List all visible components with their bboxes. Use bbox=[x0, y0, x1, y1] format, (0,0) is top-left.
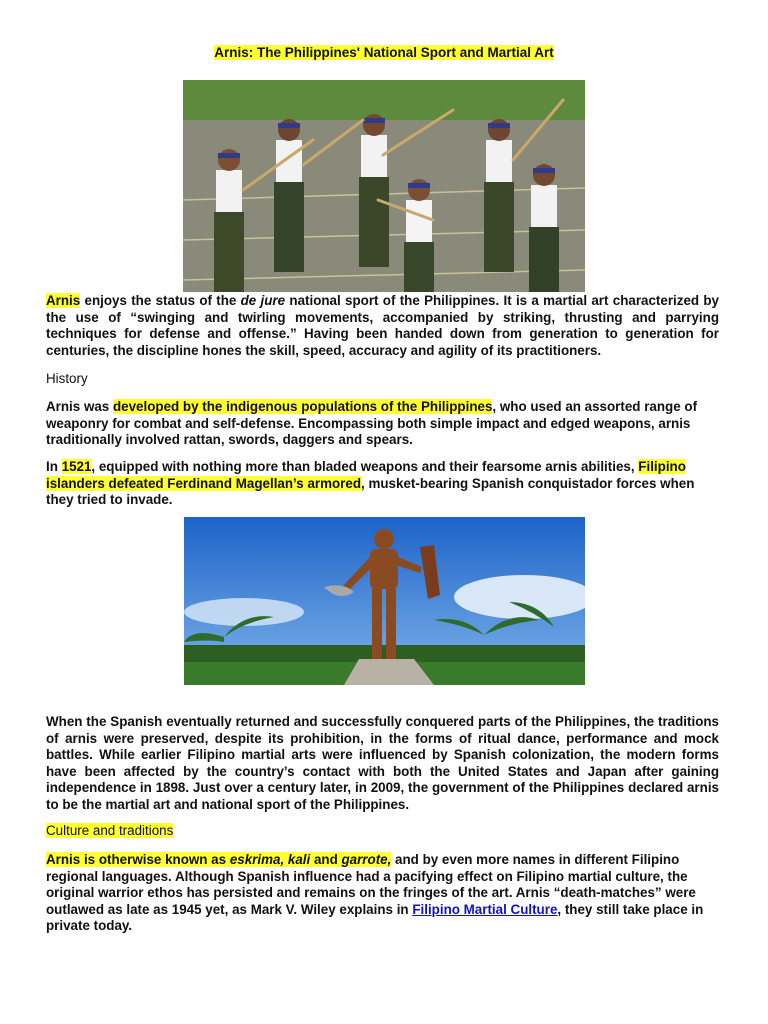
history-p2-highlight-magellan: Filipino islanders defeated Ferdinand Magellan’s armored bbox=[46, 459, 686, 491]
history-p1-highlight: developed by the indigenous populations of the Philippines bbox=[112, 399, 493, 414]
culture-text-2: , they still take place in private today. bbox=[46, 901, 704, 934]
history-p2-text-3: , musket-bearing Spanish conquistador forces when they tried to invade. bbox=[46, 475, 695, 508]
history-p2-highlight-year: 1521 bbox=[61, 459, 92, 474]
culture-heading bbox=[46, 823, 173, 839]
intro-text-1: enjoys the status of the bbox=[80, 293, 241, 308]
title-highlight: Arnis: The Philippines' National Sport and Martial Art bbox=[214, 45, 554, 60]
history-heading: History bbox=[46, 371, 88, 386]
culture-hl-italic-2: garrote, bbox=[341, 852, 392, 867]
page-title bbox=[0, 45, 768, 60]
intro-text-2: national sport of the Philippines. It is a martial art characterized by the use of “swinging and twirling movements, accompanied by striking, thrusting and parrying techniques for defense and offense.” Having been handed down from generation to generation for centuries, the discipline hones the skill, speed, accuracy and agility of its practitioners. bbox=[46, 293, 720, 358]
history-paragraph-1 bbox=[46, 399, 719, 449]
filipino-martial-culture-link[interactable]: Filipino Martial Culture bbox=[412, 901, 558, 917]
culture-paragraph bbox=[46, 852, 719, 935]
history-p1-text-1: Arnis was bbox=[46, 399, 113, 414]
intro-paragraph bbox=[46, 293, 719, 359]
intro-italic: de jure bbox=[240, 293, 286, 308]
arnis-practitioners-photo bbox=[183, 80, 585, 292]
history-p1-text-2: , who used an assorted range of weaponry for combat and self-defense. Encompassing both simple impact and edged weapons, arnis traditionally involved rattan, swords, daggers and spears. bbox=[46, 399, 698, 448]
culture-highlight bbox=[46, 852, 391, 867]
culture-text-1: and by even more names in different Filipino regional languages. Although Spanish influence had a pacifying effect on Filipino martial culture, the original warrior ethos has persisted and remains on the fringes of the art. Arnis “death-matches” were outlawed as late as 1945 yet, as Mark V. Wiley explains in bbox=[46, 852, 696, 917]
history-paragraph-3: When the Spanish eventually returned and successfully conquered parts of the Philippines, the traditions of arnis were preserved, despite its prohibition, in the forms of ritual dance, performance and mock battles. While earlier Filipino martial arts were influenced by Spanish colonization, the modern forms have been affected by the country’s contact with both the United States and Japan after gaining independence in 1898. Just over a century later, in 2009, the government of the Philippines declared arnis to be the martial art and national sport of the Philippines. bbox=[46, 714, 719, 812]
history-p2-text-2: , equipped with nothing more than bladed weapons and their fearsome arnis abilities, bbox=[91, 459, 639, 474]
intro-highlight: Arnis bbox=[46, 293, 81, 308]
culture-hl-text-1: Arnis is otherwise known as bbox=[46, 852, 230, 867]
history-paragraph-2 bbox=[46, 459, 719, 509]
culture-heading-highlight: Culture and traditions bbox=[46, 823, 174, 838]
lapu-lapu-statue-photo bbox=[184, 517, 585, 685]
culture-hl-text-2: and bbox=[310, 852, 342, 867]
history-p2-text-1: In bbox=[46, 459, 62, 474]
culture-hl-italic-1: eskrima, kali bbox=[229, 852, 311, 867]
